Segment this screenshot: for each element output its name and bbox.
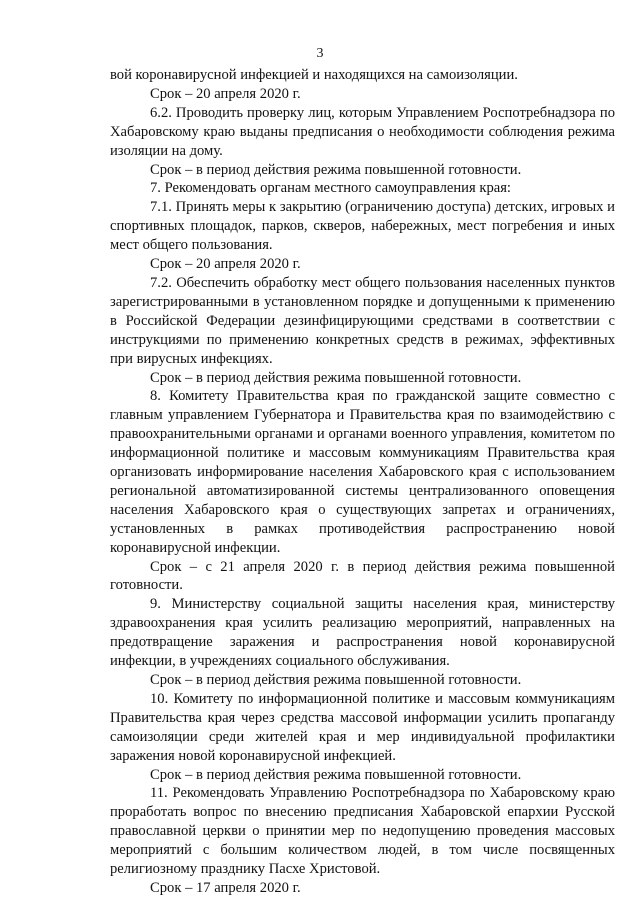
- deadline-paragraph: Срок – 20 апреля 2020 г.: [150, 85, 301, 102]
- clause-11: 11. Рекомендовать Управлению Роспотребнадзора по Хабаровскому краю проработать вопрос по внесению предписания Хабаровской епархии Русской православной церкви о принятии мер по недопущению проведения массовых мероприятий с большим количеством людей, в том числе посвященных религиозному празднику Пасхе Христовой.: [110, 785, 615, 878]
- clause-7-1: 7.1. Принять меры к закрытию (ограничению доступа) детских, игровых и спортивных площадок, парков, скверов, набережных, мест погребения и иных мест общего пользования.: [110, 199, 615, 254]
- deadline-paragraph: Срок – в период действия режима повышенной готовности.: [150, 161, 522, 178]
- clause-7: 7. Рекомендовать органам местного самоуправления края:: [150, 180, 511, 197]
- deadline-paragraph: Срок – с 21 апреля 2020 г. в период действия режима повышенной готовности.: [110, 558, 615, 594]
- clause-10: 10. Комитету по информационной политике и массовым коммуникациям Правительства края через средства массовой информации усилить пропаганду самоизоляции среди жителей края и мер индивидуальной профилактики заражения новой коронавирусной инфекцией.: [110, 690, 615, 764]
- deadline-paragraph: Срок – 17 апреля 2020 г.: [150, 879, 301, 896]
- deadline-paragraph: Срок – в период действия режима повышенной готовности.: [150, 369, 522, 386]
- clause-9: 9. Министерству социальной защиты населения края, министерству здравоохранения края усилить реализацию мероприятий, направленных на предотвращение заражения и распространения новой коронавирусной инфекции, в учреждениях социального обслуживания.: [110, 596, 615, 670]
- clause-6-2: 6.2. Проводить проверку лиц, которым Управлением Роспотребнадзора по Хабаровскому краю выданы предписания о необходимости соблюдения режима изоляции на дому.: [110, 104, 615, 159]
- deadline-paragraph: Срок – в период действия режима повышенной готовности.: [150, 766, 522, 783]
- deadline-paragraph: Срок – в период действия режима повышенной готовности.: [150, 672, 522, 688]
- deadline-paragraph: Срок – 20 апреля 2020 г.: [150, 256, 301, 273]
- document-body: [110, 66, 615, 898]
- clause-7-2: 7.2. Обеспечить обработку мест общего пользования населенных пунктов зарегистрированными в установленном порядке и допущенными к применению в Российской Федерации дезинфицирующими средствами в соответствии с инструкциями по применению конкретных средств в режимах, эффективных при вирусных инфекциях.: [110, 274, 615, 367]
- page-number: 3: [316, 46, 324, 61]
- paragraph-continuation: вой коронавирусной инфекцией и находящихся на самоизоляции.: [110, 67, 518, 83]
- clause-8: 8. Комитету Правительства края по гражданской защите совместно с главным управлением Губернатора и Правительства края по взаимодействию с правоохранительными органами и органами военного управления, комитетом по информационной политике и массовым коммуникациям Правительства края организовать информирование населения Хабаровского края с использованием региональной автоматизированной системы централизованного оповещения населения Хабаровского края о существующих запретах и ограничениях, установленных в рамках противодействия распространению новой коронавирусной инфекции.: [110, 388, 615, 556]
